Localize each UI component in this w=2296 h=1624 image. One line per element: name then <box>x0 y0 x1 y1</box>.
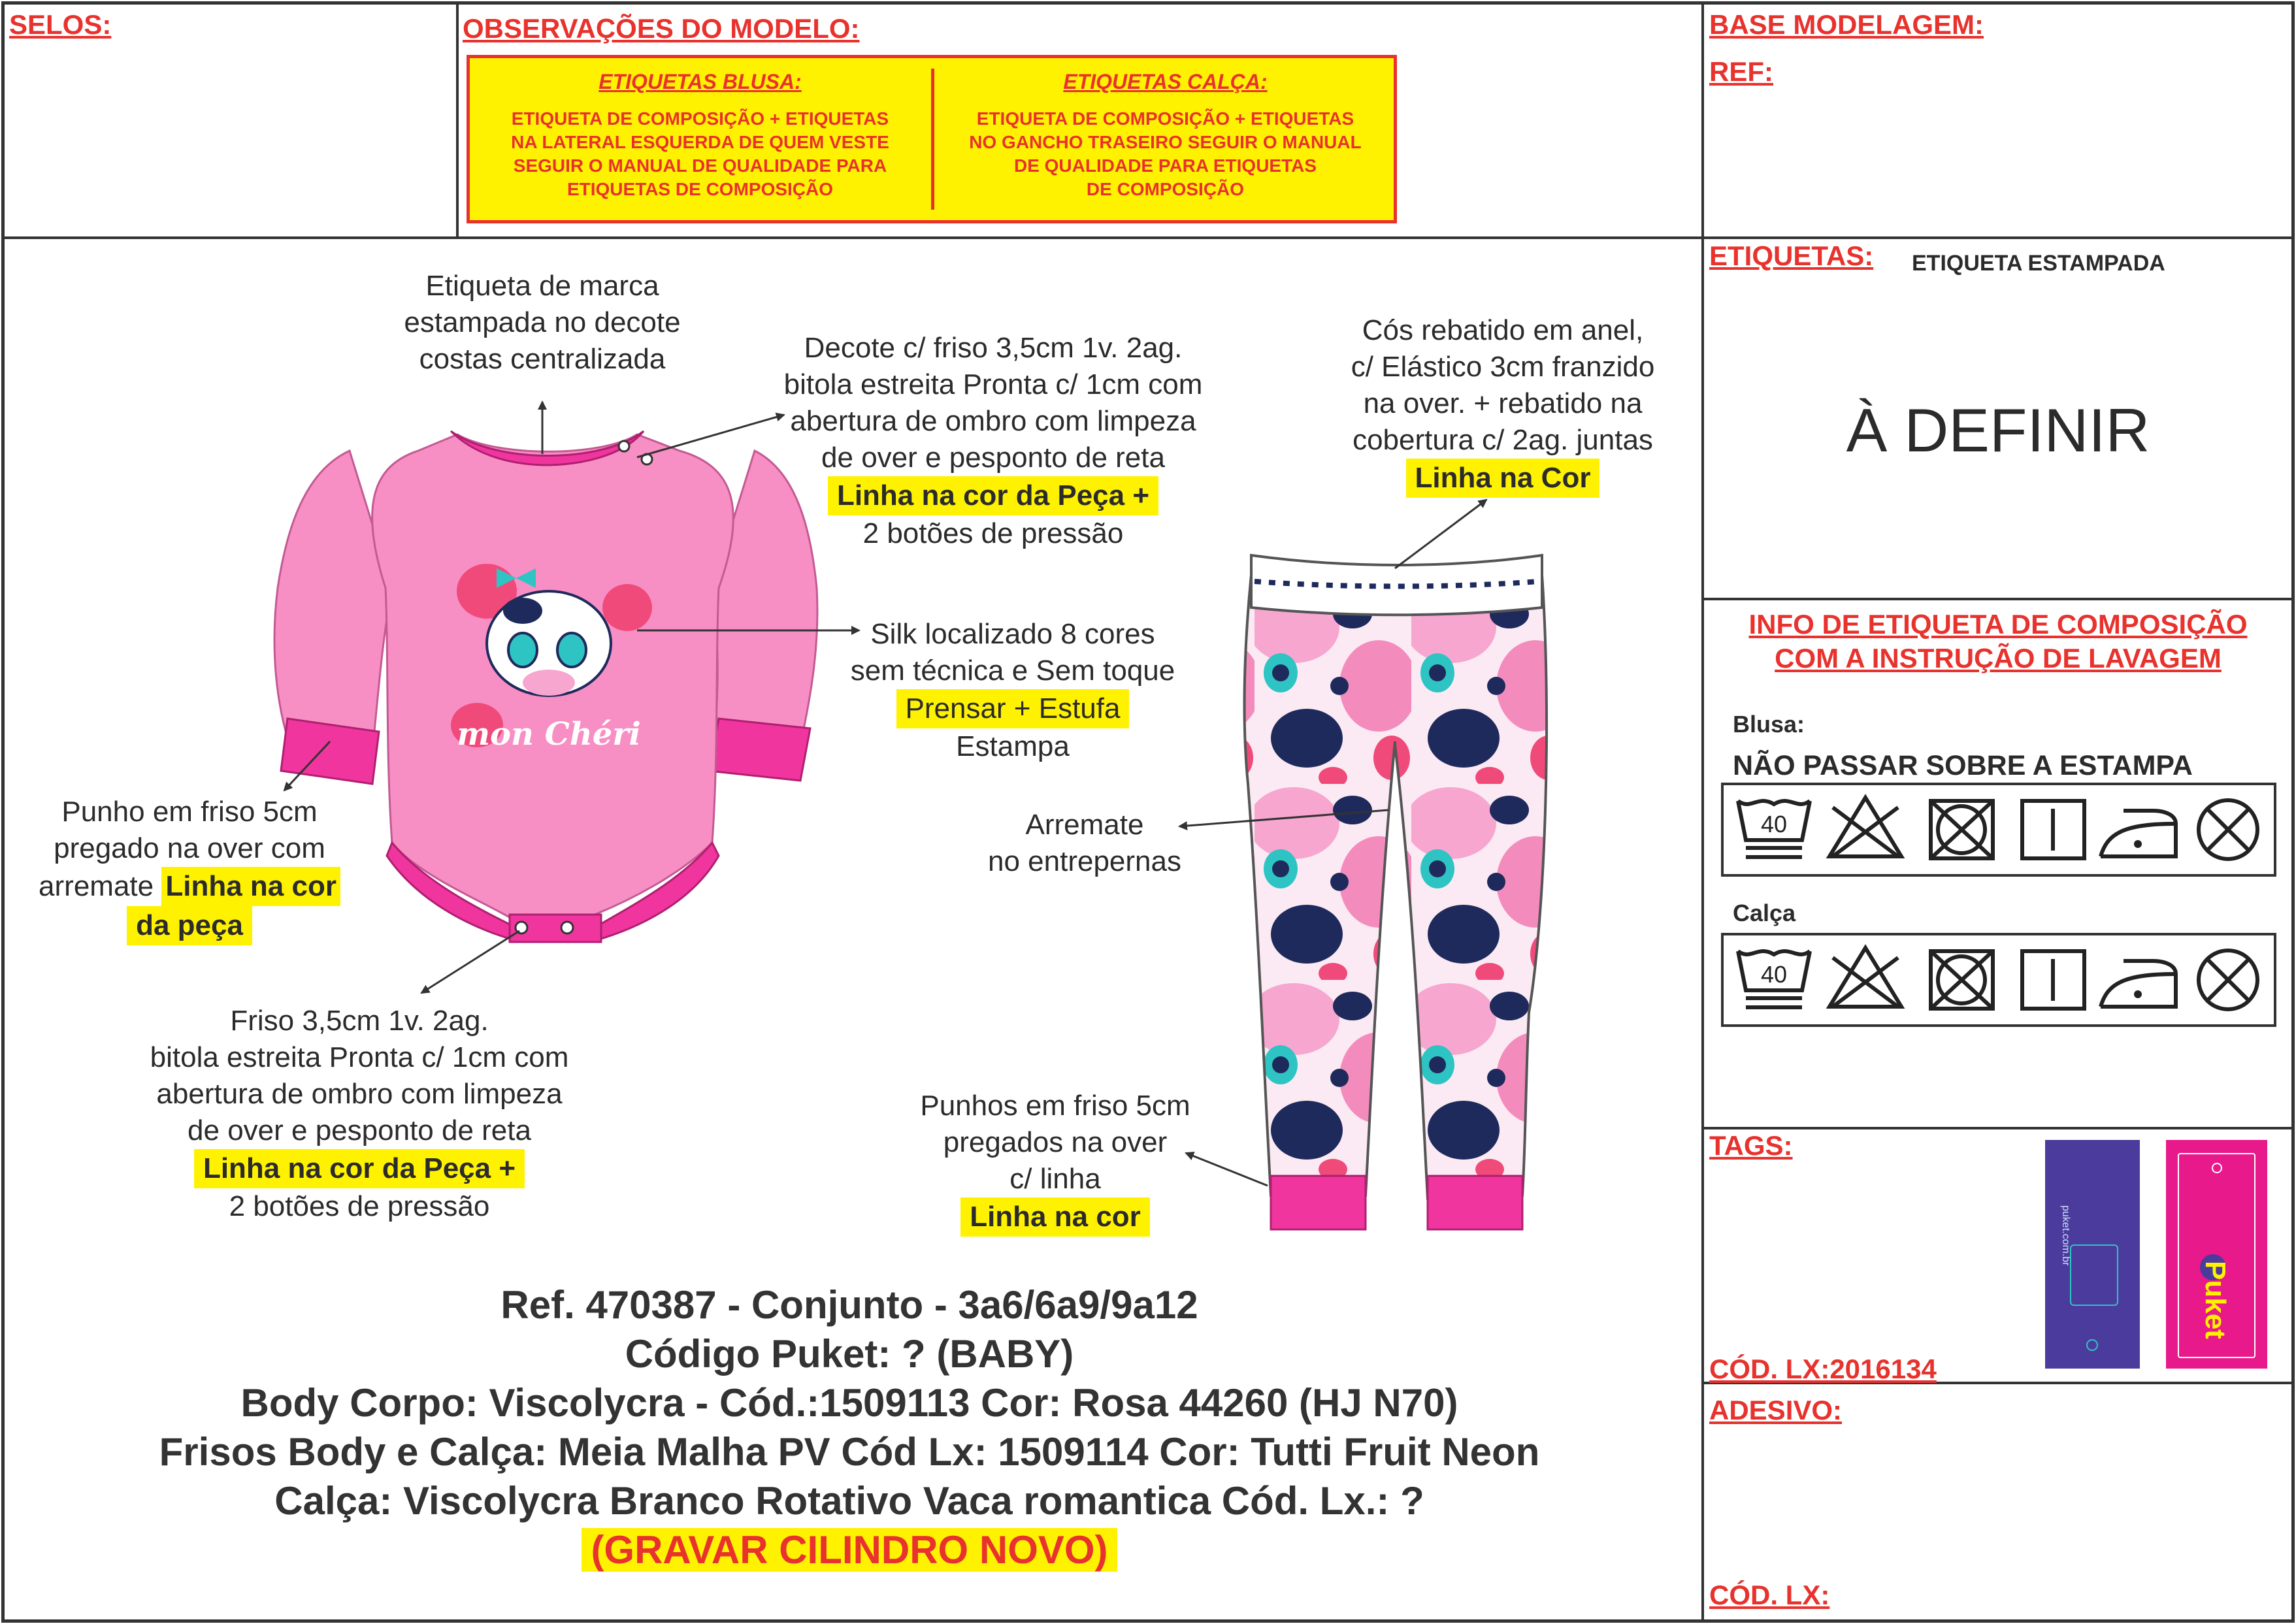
note-highlight: da peça <box>127 906 252 945</box>
obs-calca-line: ETIQUETA DE COMPOSIÇÃO + ETIQUETAS <box>976 108 1354 129</box>
note-line: 2 botões de pressão <box>229 1190 490 1222</box>
tag-window <box>2070 1244 2118 1306</box>
blusa-label: Blusa: <box>1733 711 1805 738</box>
no-tumble-dry-icon <box>1931 951 1993 1009</box>
note-line: bitola estreita Pronta c/ 1cm com <box>783 368 1203 400</box>
etiquetas-value: ETIQUETA ESTAMPADA <box>1912 251 2165 276</box>
note-line: bitola estreita Pronta c/ 1cm com <box>150 1041 569 1073</box>
obs-calca-title: ETIQUETAS CALÇA: <box>1063 70 1268 93</box>
obs-calca-line: DE COMPOSIÇÃO <box>1086 179 1245 199</box>
obs-label: OBSERVAÇÕES DO MODELO: <box>463 13 860 44</box>
print-text: mon Chéri <box>457 716 641 753</box>
note-line: estampada no decote <box>404 306 681 338</box>
note-line: 2 botões de pressão <box>862 517 1124 549</box>
info-title-line: INFO DE ETIQUETA DE COMPOSIÇÃO <box>1748 609 2248 640</box>
spec-trims: Frisos Body e Calça: Meia Malha PV Cód Lx: 1509114 Cor: Tutti Fruit Neon <box>159 1430 1540 1474</box>
note-line: c/ Elástico 3cm franzido <box>1351 351 1655 383</box>
note-line: arremate <box>39 870 154 902</box>
spec-pants: Calça: Viscolycra Branco Rotativo Vaca romantica Cód. Lx.: ? <box>274 1479 1424 1523</box>
iron-low-icon <box>2101 811 2176 856</box>
tags-label: TAGS: <box>1709 1130 1793 1161</box>
note-line: sem técnica e Sem toque <box>850 655 1175 687</box>
note-line: c/ linha <box>1009 1163 1101 1195</box>
note-line: Silk localizado 8 cores <box>870 618 1155 650</box>
note-highlight: Linha na cor <box>161 867 340 906</box>
obs-blusa-line: SEGUIR O MANUAL DE QUALIDADE PARA <box>513 155 887 176</box>
wash-40-icon <box>1738 801 1810 857</box>
ref-label: REF: <box>1709 56 1773 87</box>
note-line: Punho em friso 5cm <box>61 796 318 828</box>
obs-blusa-title: ETIQUETAS BLUSA: <box>599 70 802 93</box>
note-line: abertura de ombro com limpeza <box>156 1078 563 1110</box>
no-bleach-icon <box>1829 798 1901 856</box>
note-line: abertura de ombro com limpeza <box>790 405 1196 437</box>
care-row <box>1738 798 2257 859</box>
spec-body: Body Corpo: Viscolycra - Cód.:1509113 Cor: Rosa 44260 (HJ N70) <box>240 1381 1458 1425</box>
obs-blusa-line: ETIQUETA DE COMPOSIÇÃO + ETIQUETAS <box>511 108 889 129</box>
obs-blusa-line: NA LATERAL ESQUERDA DE QUEM VESTE <box>511 132 889 152</box>
spec-code: Código Puket: ? (BABY) <box>625 1332 1074 1376</box>
note-highlight: Linha na cor da Peça + <box>828 476 1158 515</box>
tag-purple <box>2045 1140 2140 1369</box>
note-line: cobertura c/ 2ag. juntas <box>1353 424 1653 456</box>
base-modelagem-label: BASE MODELAGEM: <box>1709 9 1984 40</box>
note-line: Etiqueta de marca <box>425 270 659 302</box>
wash-temp-label: 40 <box>1760 961 1788 988</box>
spec-cylinder: (GRAVAR CILINDRO NOVO) <box>582 1528 1117 1572</box>
note-line: pregados na over <box>943 1126 1168 1158</box>
tag-hole <box>2086 1339 2098 1351</box>
no-dry-clean-icon <box>2199 800 2257 859</box>
note-line: na over. + rebatido na <box>1363 387 1643 419</box>
note-highlight: Linha na cor <box>960 1197 1150 1237</box>
obs-calca-line: DE QUALIDADE PARA ETIQUETAS <box>1013 155 1317 176</box>
line-dry-icon <box>2022 951 2084 1009</box>
blusa-warning: NÃO PASSAR SOBRE A ESTAMPA <box>1733 750 2193 781</box>
spec-ref: Ref. 470387 - Conjunto - 3a6/6a9/9a12 <box>500 1283 1198 1327</box>
note-line: Friso 3,5cm 1v. 2ag. <box>230 1005 489 1037</box>
tag-brand: Puket <box>2199 1261 2231 1339</box>
note-line: Estampa <box>956 730 1070 762</box>
calca-label: Calça <box>1733 900 1796 926</box>
note-line: de over e pesponto de reta <box>821 442 1165 474</box>
iron-low-icon <box>2101 961 2176 1007</box>
tag-hole <box>2212 1163 2222 1173</box>
care-row <box>1738 948 2257 1009</box>
line-dry-icon <box>2022 801 2084 858</box>
cod-lx-tag: CÓD. LX:2016134 <box>1709 1354 1937 1384</box>
note-highlight: Linha na cor da Peça + <box>194 1149 525 1188</box>
a-definir: À DEFINIR <box>1846 396 2150 464</box>
wash-40-icon <box>1738 951 1810 1007</box>
selos-label: SELOS: <box>9 9 112 40</box>
tag-url: puket.com.br <box>2060 1205 2071 1266</box>
note-line: de over e pesponto de reta <box>188 1114 531 1146</box>
tag-magenta <box>2166 1140 2267 1369</box>
note-highlight: Prensar + Estufa <box>896 689 1130 728</box>
wash-temp-label: 40 <box>1760 811 1788 837</box>
cod-lx-label: CÓD. LX: <box>1709 1580 1830 1610</box>
no-bleach-icon <box>1829 948 1901 1007</box>
info-title-line: COM A INSTRUÇÃO DE LAVAGEM <box>1775 643 2222 674</box>
note-line: Cós rebatido em anel, <box>1362 314 1644 346</box>
etiquetas-label: ETIQUETAS: <box>1709 240 1874 271</box>
note-line: costas centralizada <box>419 343 666 375</box>
obs-calca-line: NO GANCHO TRASEIRO SEGUIR O MANUAL <box>969 132 1362 152</box>
note-line: Punhos em friso 5cm <box>920 1090 1190 1122</box>
note-highlight: Linha na Cor <box>1406 459 1600 498</box>
note-line: Arremate <box>1025 809 1144 841</box>
adesivo-label: ADESIVO: <box>1709 1395 1843 1425</box>
note-line: Decote c/ friso 3,5cm 1v. 2ag. <box>804 332 1183 364</box>
no-dry-clean-icon <box>2199 950 2257 1009</box>
note-line: pregado na over com <box>54 832 325 864</box>
note-line: no entrepernas <box>988 845 1181 877</box>
obs-blusa-line: ETIQUETAS DE COMPOSIÇÃO <box>566 179 834 199</box>
no-tumble-dry-icon <box>1931 801 1993 858</box>
